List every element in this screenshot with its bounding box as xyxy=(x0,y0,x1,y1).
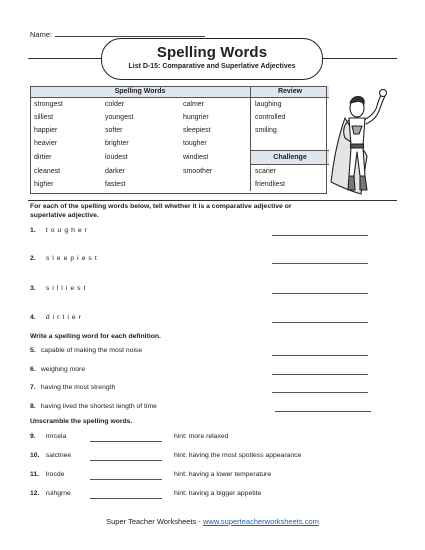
scrambled-word: ruihgrne xyxy=(45,490,71,497)
table-row xyxy=(30,165,329,179)
page-title: Spelling Words xyxy=(156,44,268,61)
question-number: 5. xyxy=(30,347,36,354)
spelling-words-header: Spelling Words xyxy=(30,86,251,98)
hint-12: hint: having a bigger appetite xyxy=(174,490,262,497)
answer-line-7[interactable] xyxy=(272,392,368,393)
question-number: 9. xyxy=(30,433,36,440)
question-9 xyxy=(30,433,66,440)
question-number: 4. xyxy=(30,314,36,321)
table-cell: scarier xyxy=(251,165,330,179)
answer-line-5[interactable] xyxy=(272,355,368,356)
answer-line-6[interactable] xyxy=(272,374,368,375)
table-cell: heavier xyxy=(34,140,57,148)
table-cell: laughing xyxy=(251,98,330,112)
scrambled-word: lrocde xyxy=(45,471,65,478)
table-cell: cleanest xyxy=(34,167,61,175)
question-12 xyxy=(30,490,71,497)
table-cell: darker xyxy=(105,167,125,175)
table-row xyxy=(30,178,329,191)
name-label: Name: xyxy=(30,30,53,39)
question-number: 6. xyxy=(30,366,36,373)
question-6 xyxy=(30,366,85,373)
question-2 xyxy=(30,255,100,262)
table-header-row xyxy=(30,86,329,98)
answer-line-3[interactable] xyxy=(272,293,368,294)
table-cell: windiest xyxy=(183,154,209,161)
table-row xyxy=(30,151,329,165)
section-rule xyxy=(28,200,397,201)
table-cell: smoother xyxy=(183,167,213,175)
section2-instructions: Write a spelling word for each definition. xyxy=(30,333,161,340)
table-cell: higher xyxy=(34,181,54,188)
question-11 xyxy=(30,471,64,478)
table-cell: friendliest xyxy=(251,178,330,191)
challenge-header: Challenge xyxy=(251,151,330,165)
answer-line-2[interactable] xyxy=(272,263,368,264)
table-cell: silliest xyxy=(34,114,54,121)
table-cell: dirtier xyxy=(34,154,52,161)
scrambled-word: mrcela xyxy=(45,433,67,440)
table-row xyxy=(30,124,329,137)
review-header: Review xyxy=(251,86,330,98)
table-cell: calmer xyxy=(183,101,205,108)
table-cell: smiling xyxy=(251,124,330,137)
question-word: dirtier xyxy=(45,314,84,321)
table-cell xyxy=(251,137,330,151)
definition-text: capable of making the most noise xyxy=(40,347,143,354)
question-word: tougher xyxy=(45,227,90,234)
question-word: silliest xyxy=(45,285,89,292)
question-number: 12. xyxy=(30,490,40,497)
question-7 xyxy=(30,384,115,391)
table-cell: tougher xyxy=(183,140,207,148)
hint-9: hint: more relaxed xyxy=(174,433,229,440)
answer-line-4[interactable] xyxy=(272,322,368,323)
table-cell: loudest xyxy=(105,154,128,161)
hint-10: hint: having the most spotless appearance xyxy=(174,452,302,459)
scrambled-word: salctnee xyxy=(45,452,72,459)
answer-line-9[interactable] xyxy=(90,441,162,442)
table-cell: youngest xyxy=(105,114,134,121)
table-cell: sleepiest xyxy=(183,127,211,134)
superhero-illustration xyxy=(327,86,402,212)
spelling-table xyxy=(30,86,329,191)
section3-instructions: Unscramble the spelling words. xyxy=(30,418,133,425)
question-10 xyxy=(30,452,71,459)
question-number: 11. xyxy=(30,471,40,478)
question-8 xyxy=(30,403,157,410)
question-number: 10. xyxy=(30,452,40,459)
question-number: 3. xyxy=(30,285,36,292)
definition-text: having lived the shortest length of time xyxy=(40,403,157,410)
table-cell: happier xyxy=(34,127,58,134)
table-cell: hungrier xyxy=(183,114,209,121)
question-number: 2. xyxy=(30,255,36,262)
question-1 xyxy=(30,227,90,234)
table-cell: controlled xyxy=(251,111,330,124)
answer-line-11[interactable] xyxy=(90,479,162,480)
definition-text: having the most strength xyxy=(40,384,116,391)
table-row xyxy=(30,111,329,124)
title-box xyxy=(101,38,323,80)
answer-line-8[interactable] xyxy=(275,411,371,412)
answer-line-10[interactable] xyxy=(90,460,162,461)
answer-line-1[interactable] xyxy=(272,235,368,236)
question-4 xyxy=(30,314,84,321)
table-cell: fastest xyxy=(105,181,126,188)
table-cell: strongest xyxy=(34,101,63,108)
section1-instructions: For each of the spelling words below, tell whether it is a comparative adjective or superlative adjective. xyxy=(30,203,292,219)
question-word: sleepiest xyxy=(45,255,100,262)
footer xyxy=(0,517,425,526)
question-number: 8. xyxy=(30,403,36,410)
table-cell: softer xyxy=(105,127,123,134)
table-cell: brighter xyxy=(105,140,129,148)
question-number: 1. xyxy=(30,227,36,234)
table-row xyxy=(30,98,329,112)
definition-text: weighing more xyxy=(40,366,86,373)
question-number: 7. xyxy=(30,384,36,391)
answer-line-12[interactable] xyxy=(90,498,162,499)
hint-11: hint: having a lower temperature xyxy=(174,471,272,478)
page-subtitle: List D-15: Comparative and Superlative Adjectives xyxy=(128,63,296,70)
question-5 xyxy=(30,347,142,354)
name-blank[interactable] xyxy=(55,30,205,37)
table-cell xyxy=(179,178,251,191)
table-row xyxy=(30,137,329,151)
footer-prefix: Super Teacher Worksheets - xyxy=(106,517,203,526)
footer-link[interactable]: www.superteacherworksheets.com xyxy=(202,517,319,526)
table-cell: colder xyxy=(105,101,125,108)
question-3 xyxy=(30,285,88,292)
